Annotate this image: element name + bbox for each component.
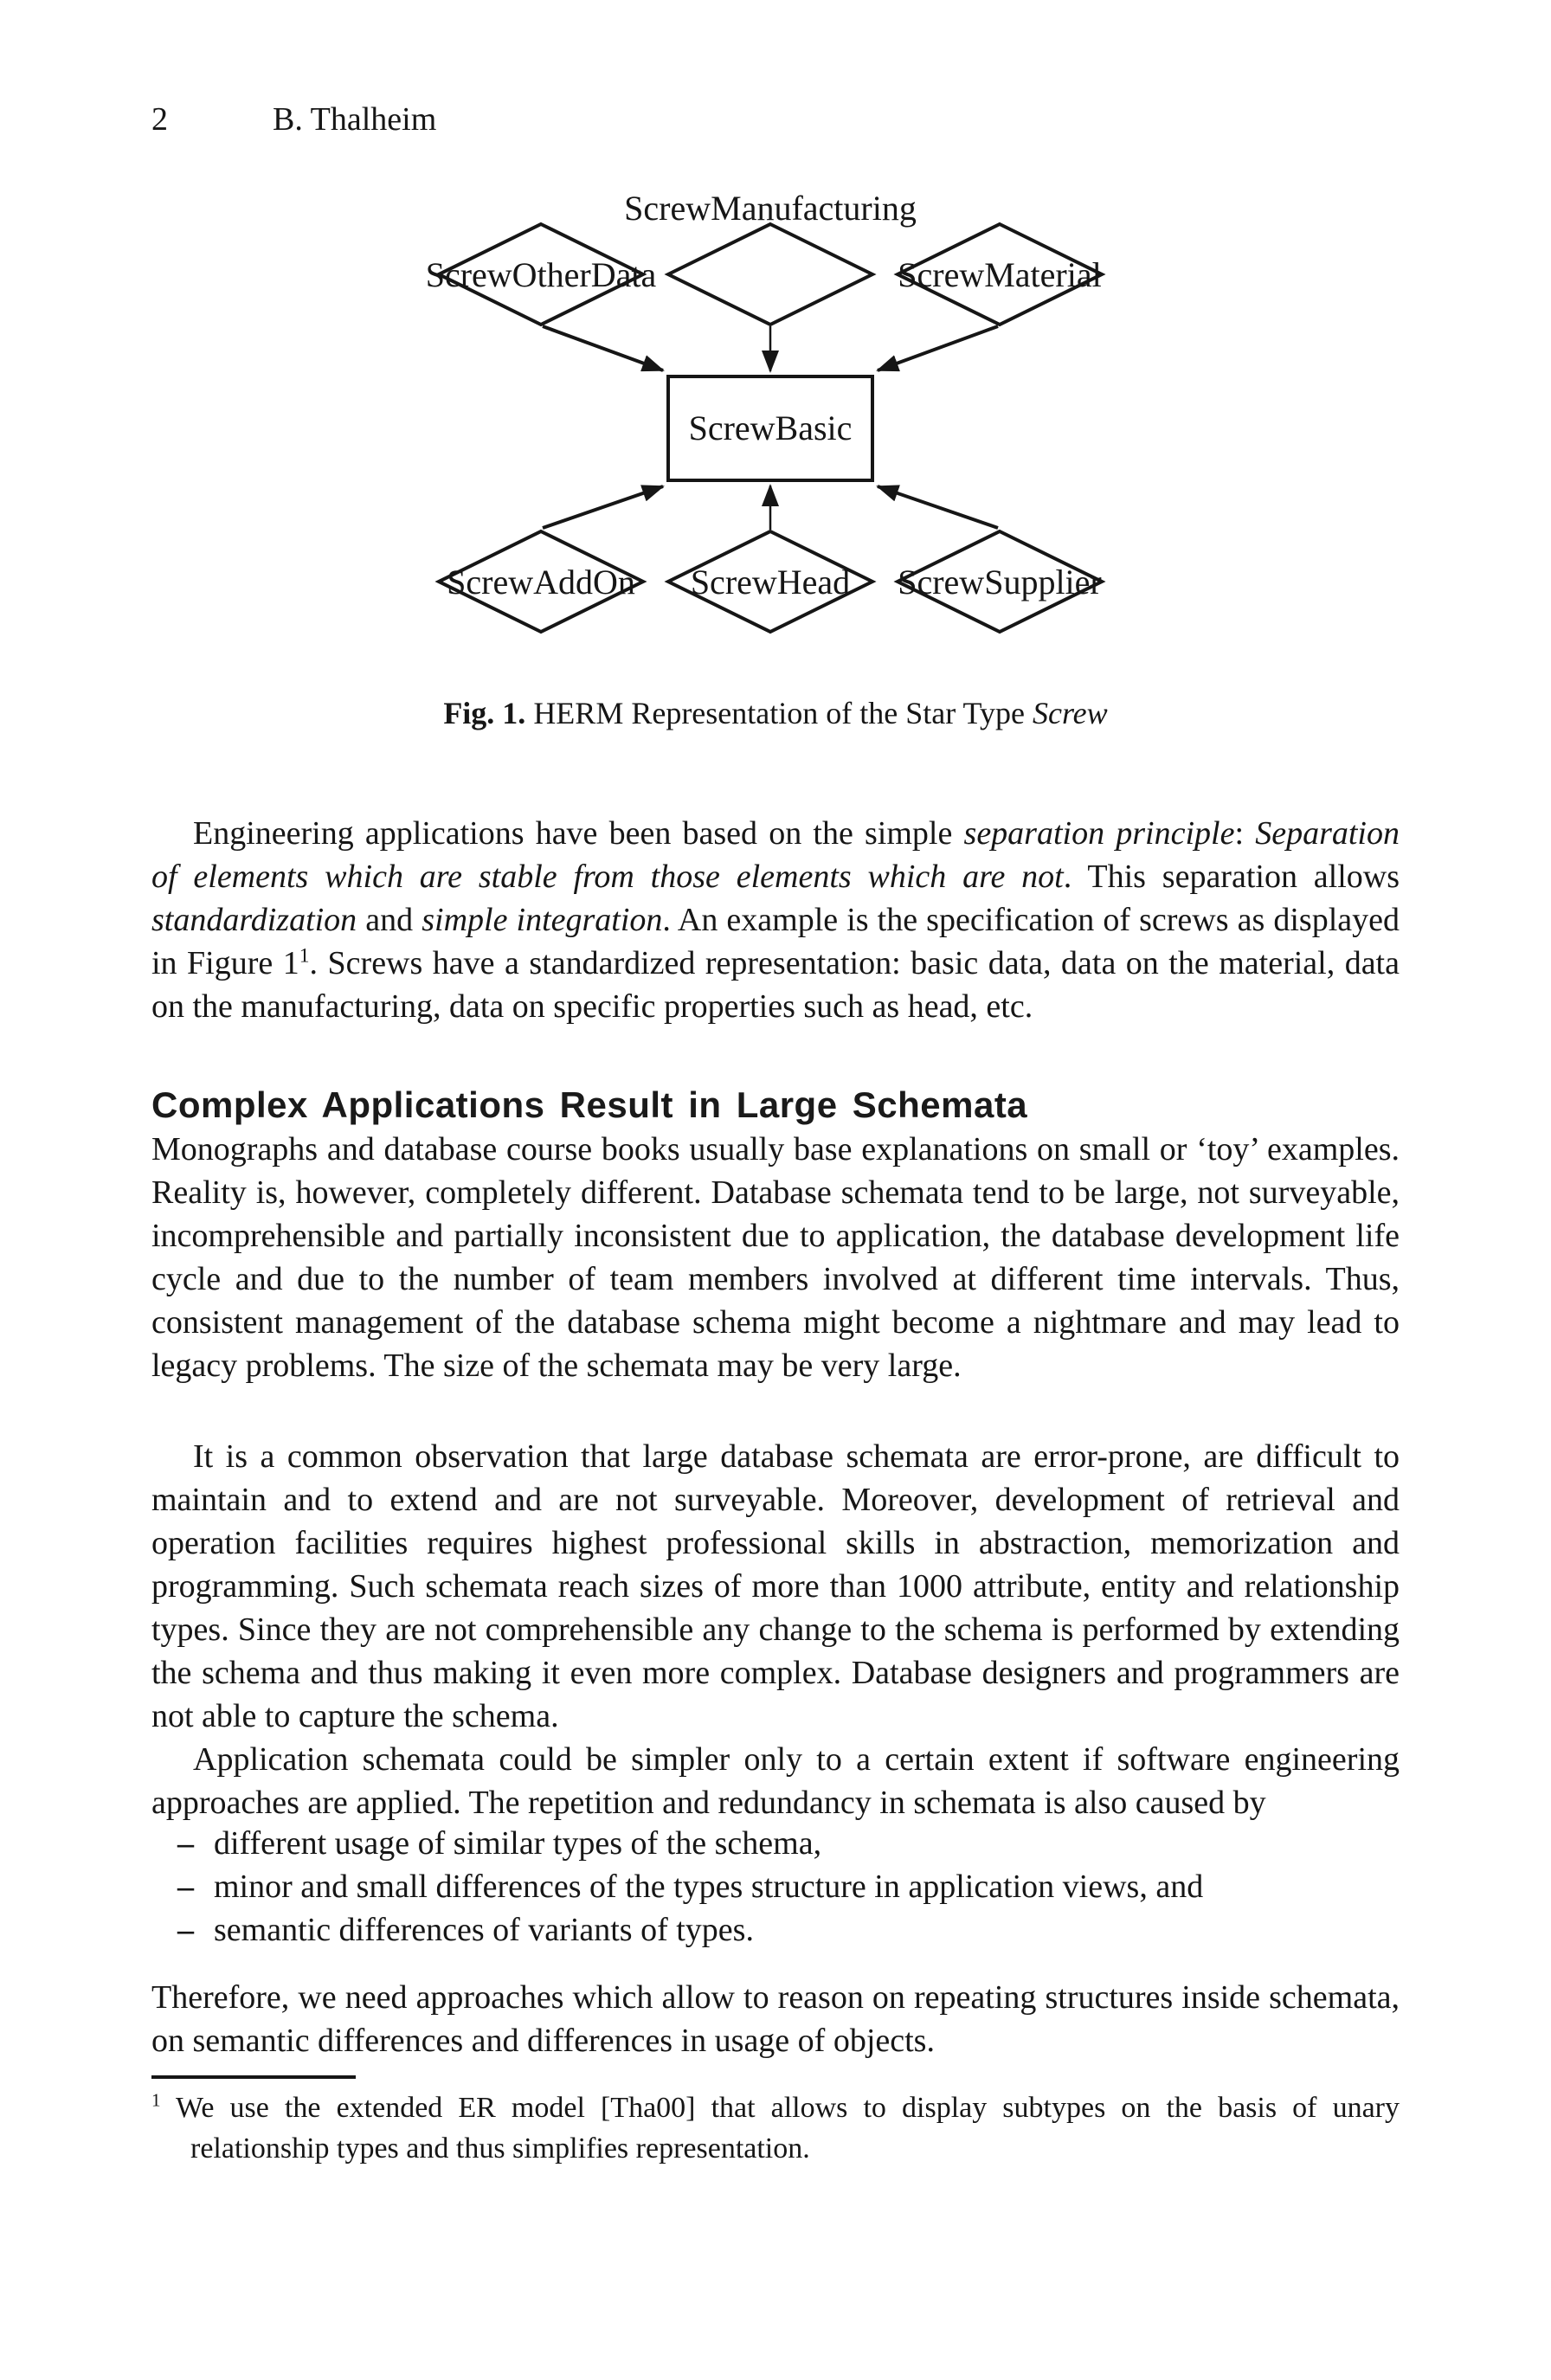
- dash-bullet: –: [177, 1825, 194, 1862]
- label-screwbasic: ScrewBasic: [688, 408, 853, 447]
- list-item: [177, 1908, 1400, 1952]
- footnote-rule: [151, 2075, 356, 2079]
- section-heading: Complex Applications Result in Large Schemata: [151, 1084, 1028, 1125]
- paragraph-monographs: [151, 1128, 1400, 1387]
- paragraph-application-schemata: [151, 1738, 1400, 1824]
- paragraph-text: Monographs and database course books usually base explanations on small or ‘toy’ examples. Reality is, however, completely different. Database schemata tend to be large, not surveyable, incomprehensible and partially inconsistent due to application, the database development life cycle and due to the number of team members involved at different time intervals. Thus, consistent management of the database schema might become a nightmare and may lead to legacy problems. The size of the schemata may be very large.: [151, 1131, 1400, 1384]
- page-number: 2: [151, 101, 168, 138]
- diamond-screwmanufacturing: [668, 224, 872, 325]
- label-screwaddon: ScrewAddOn: [447, 563, 635, 601]
- label-screwmaterial: ScrewMaterial: [898, 255, 1102, 294]
- paragraph-text: Therefore, we need approaches which allow to reason on repeating structures inside schemata, on semantic differences and differences in usage of objects.: [151, 1979, 1400, 2059]
- label-screwotherdata: ScrewOtherData: [425, 255, 657, 294]
- herm-diagram: [329, 182, 1229, 666]
- arrow-supplier-to-basic: [878, 486, 998, 528]
- arrow-material-to-basic: [878, 326, 998, 370]
- label-screwhead: ScrewHead: [690, 563, 851, 601]
- label-screwmanufacturing: ScrewManufacturing: [624, 189, 917, 228]
- dash-bullet: –: [177, 1869, 194, 1905]
- paragraph-therefore: [151, 1976, 1400, 2062]
- paragraph-engineering: [151, 812, 1400, 1028]
- paragraph-observation: [151, 1435, 1400, 1738]
- paragraph-text: Application schemata could be simpler only to a certain extent if software engineering approaches are applied. The repetition and redundancy in schemata is also caused by: [151, 1741, 1400, 1821]
- list-item: [177, 1822, 1400, 1865]
- paragraph-text: Engineering applications have been based on the simple separation principle: Separation of elements which are stable from those elements which are not. This separation allows standardization and simple integration. An example is the specification of screws as displayed in Figure $1^1$. Screws have a standardized representation: basic data, data on the material, data on the manufacturing, data on specific properties such as head, etc.: [151, 815, 1400, 1025]
- arrow-otherdata-to-basic: [543, 326, 663, 370]
- list-item-text: minor and small differences of the types structure in application views, and: [214, 1869, 1204, 1905]
- footnote: $^1$ We use the extended ER model [Tha00] that allows to display subtypes on the basis of unary relationship types and thus simplifies representation.: [151, 2089, 1400, 2165]
- cause-list: [177, 1822, 1400, 1952]
- list-item-text: semantic differences of variants of types.: [214, 1912, 754, 1948]
- running-head: [151, 100, 1400, 138]
- arrow-addon-to-basic: [543, 486, 663, 528]
- running-author: B. Thalheim: [273, 101, 437, 138]
- label-screwsupplier: ScrewSupplier: [898, 563, 1102, 601]
- paragraph-text: It is a common observation that large database schemata are error-prone, are difficult to maintain and to extend and are not surveyable. Moreover, development of retrieval and operation facilities requires highest professional skills in abstraction, memorization and programming. Such schemata reach sizes of more than 1000 attribute, entity and relationship types. Since they are not comprehensible any change to the schema is performed by extending the schema and thus making it even more complex. Database designers and programmers are not able to capture the schema.: [151, 1438, 1400, 1734]
- list-item: [177, 1865, 1400, 1908]
- dash-bullet: –: [177, 1912, 194, 1948]
- figure-caption: Fig. 1. HERM Representation of the Star Type Screw: [443, 696, 1108, 730]
- list-item-text: different usage of similar types of the schema,: [214, 1825, 822, 1862]
